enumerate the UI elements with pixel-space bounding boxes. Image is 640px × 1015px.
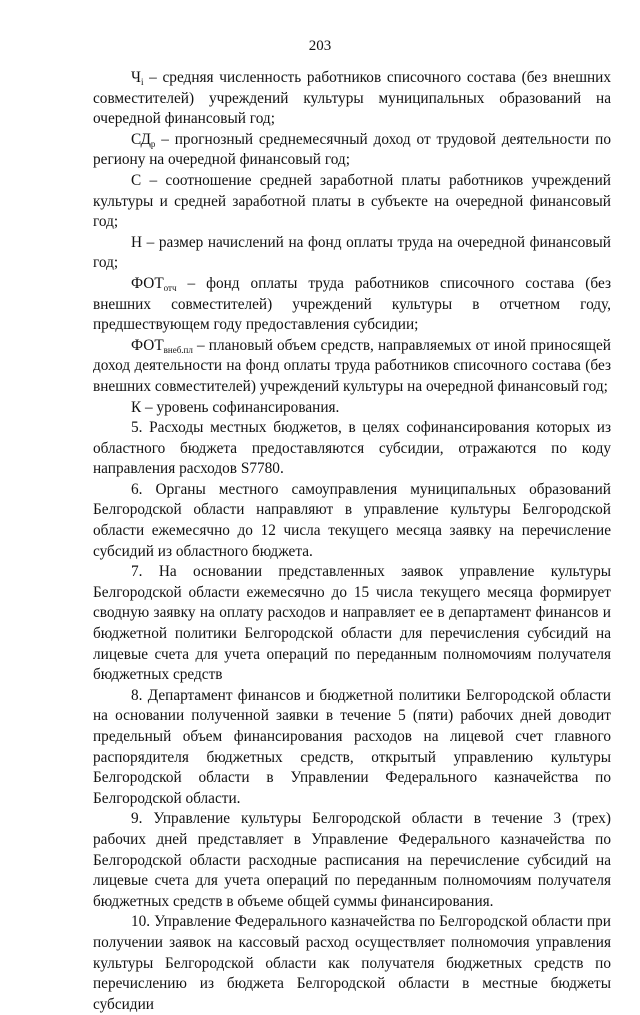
paragraph-item-8: 8. Департамент финансов и бюджетной политики Белгородской области на основании полученной заявки в течение 5 (пяти) рабочих дней доводит предельный объем финансирования расходов на лицевой счет главного распорядителя бюджетных средств, открытый управлению культуры Белгородской области в Управлении Федерального казначейства по Белгородской области. xyxy=(93,686,611,807)
symbol-ch-subscript: i xyxy=(140,77,144,87)
paragraph-fot-vneb-text: – плановый объем средств, направляемых от иной приносящей доход деятельности на фонд оплаты труда работников списочного состава (без внешних совместителей) учреждений культуры на очередной финансовый год; xyxy=(93,336,611,395)
paragraph-sd xyxy=(93,130,611,171)
paragraph-item-10: 10. Управление Федерального казначейства по Белгородской области при получении заявок на кассовый расход осуществляет полномочия управления культуры Белгородской области как получателя бюджетных средств по перечислению из бюджета Белгородской области в местные бюджеты субсидии xyxy=(93,913,611,1013)
symbol-fot-otch-subscript: отч xyxy=(163,282,177,293)
document-body xyxy=(93,68,611,1015)
symbol-ch: Ч xyxy=(131,69,141,86)
paragraph-fot-otch xyxy=(93,274,611,336)
symbol-fot-vneb: ФОТ xyxy=(131,336,164,354)
paragraph-n: Н – размер начислений на фонд оплаты труда на очередной финансовый год; xyxy=(93,233,611,272)
paragraph-item-7: 7. На основании представленных заявок управление культуры Белгородской области ежемесячно до 15 числа текущего месяца формирует сводную заявку на оплату расходов и направляет ее в департамент финансов и бюджетной политики Белгородской области для перечисления субсидий на лицевые счета для учета операций по переданным полномочиям получателя бюджетных средств xyxy=(93,563,611,684)
page-number: 203 xyxy=(308,38,332,54)
symbol-fot-vneb-subscript: внеб.пл xyxy=(163,344,193,355)
paragraph-fot-vneb xyxy=(93,336,611,398)
paragraph-k: К – уровень софинансирования. xyxy=(131,398,340,416)
paragraph-sd-text: – прогнозный среднемесячный доход от трудовой деятельности по региону на очередной финансовый год; xyxy=(93,130,611,169)
symbol-sd-subscript: р xyxy=(150,138,156,149)
paragraph-ch xyxy=(93,68,611,130)
paragraph-fot-otch-text: – фонд оплаты труда работников списочного состава (без внешних совместителей) учреждений культуры в отчетном году, предшествующем году предоставления субсидии; xyxy=(93,274,611,334)
paragraph-item-5: 5. Расходы местных бюджетов, в целях софинансирования которых из областного бюджета предоставляются субсидии, отражаются по коду направления расходов S7780. xyxy=(93,419,611,478)
paragraph-item-9: 9. Управление культуры Белгородской области в течение 3 (трех) рабочих дней представляет в Управление Федерального казначейства по Белгородской области расходные расписания на перечисление субсидий на лицевые счета для учета операций по переданным полномочиям получателя бюджетных средств в объеме общей суммы финансирования. xyxy=(93,810,611,910)
paragraph-ch-text: – средняя численность работников списочного состава (без внешних совместителей) учреждений культуры муниципальных образований на очередной финансовый год; xyxy=(93,69,611,128)
symbol-fot-otch: ФОТ xyxy=(131,274,164,292)
paragraph-c: С – соотношение средней заработной платы работников учреждений культуры и средней заработной платы в субъекте на очередной финансовый год; xyxy=(93,171,611,231)
paragraph-item-6: 6. Органы местного самоуправления муниципальных образований Белгородской области направляют в управление культуры Белгородской области ежемесячно до 12 числа текущего месяца заявку на перечисление субсидий из областного бюджета. xyxy=(93,480,611,560)
symbol-sd: СД xyxy=(131,130,151,148)
